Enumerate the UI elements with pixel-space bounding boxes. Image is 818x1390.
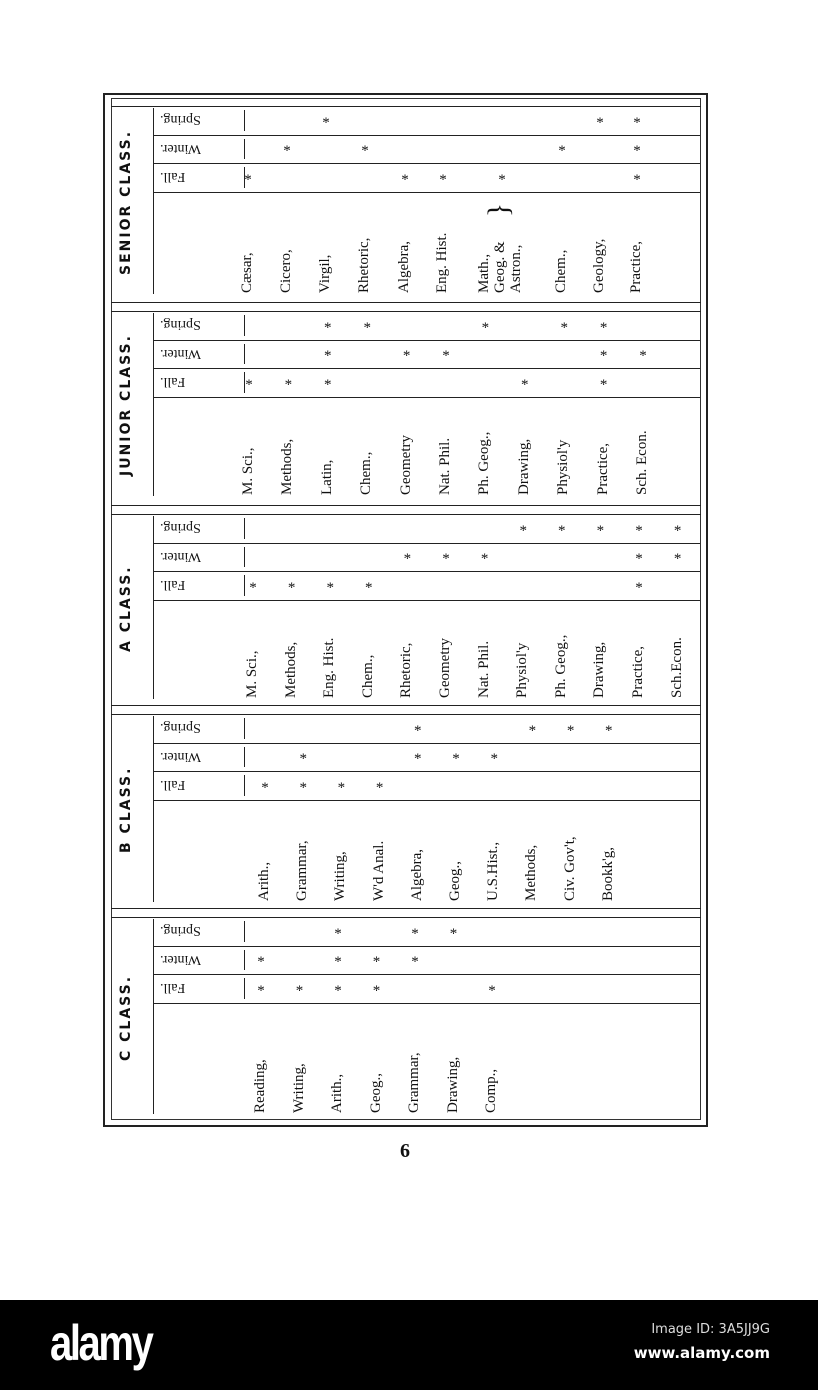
term-mark-spring: * xyxy=(414,722,422,739)
term-mark-winter: * xyxy=(599,348,608,364)
term-mark-spring: * xyxy=(449,925,458,942)
subject-name: Latin, xyxy=(318,459,335,495)
subject-name: Methods, xyxy=(279,438,296,495)
subject-name: Sch. Econ. xyxy=(634,430,650,495)
subject-name: Ph. Geog., xyxy=(552,634,569,698)
term-label-bar xyxy=(244,344,245,364)
term-row-line xyxy=(153,163,700,164)
term-row-line xyxy=(153,543,700,544)
term-label-fall: Fall. xyxy=(160,777,186,792)
term-mark-spring: * xyxy=(322,114,330,131)
subject-name: Grammar, xyxy=(406,1052,422,1113)
subject-name: Drawing, xyxy=(444,1056,461,1113)
band-top-line xyxy=(111,311,701,312)
term-label-winter: Winter. xyxy=(160,952,202,967)
term-mark-fall: * xyxy=(372,982,381,999)
term-mark-winter: * xyxy=(639,348,647,364)
subject-name: Writing, xyxy=(332,851,349,901)
class-title: JUNIOR CLASS. xyxy=(118,334,134,477)
subject-name: Nat. Phil. xyxy=(475,640,492,698)
term-row-line xyxy=(153,974,700,975)
term-mark-spring: * xyxy=(558,522,566,539)
term-mark-spring: * xyxy=(363,319,371,336)
term-row-line xyxy=(153,800,700,801)
term-mark-spring: * xyxy=(324,319,332,336)
term-mark-winter: * xyxy=(442,551,450,567)
term-mark-fall: * xyxy=(521,376,529,393)
term-mark-winter: * xyxy=(635,551,643,567)
term-mark-spring: * xyxy=(605,722,613,739)
term-mark-fall: * xyxy=(365,579,373,596)
title-separator xyxy=(153,716,154,902)
band-top-line xyxy=(111,714,701,715)
subject-name: Algebra, xyxy=(408,848,425,901)
site-url: www.alamy.com xyxy=(633,1344,770,1362)
term-label-winter: Winter. xyxy=(160,346,202,361)
term-label-bar xyxy=(244,775,245,796)
term-label-spring: Spring. xyxy=(160,720,201,735)
alamy-logo: alamy xyxy=(50,1315,152,1371)
term-label-fall: Fall. xyxy=(160,374,186,389)
term-mark-fall: * xyxy=(326,579,334,596)
class-title: C CLASS. xyxy=(118,974,134,1061)
subject-name: Writing, xyxy=(290,1063,307,1113)
subject-name: Practice, xyxy=(594,442,611,495)
term-row-line xyxy=(153,1003,700,1004)
term-mark-winter: * xyxy=(633,143,641,159)
term-mark-spring: * xyxy=(635,522,643,539)
subject-name: Ph. Geog., xyxy=(476,431,493,495)
term-mark-fall: * xyxy=(439,171,447,188)
class-title: A CLASS. xyxy=(118,565,134,652)
subject-name: Bookk'g, xyxy=(599,847,616,901)
term-mark-spring: * xyxy=(673,522,682,539)
band-divider xyxy=(111,705,701,706)
term-mark-winter: * xyxy=(299,751,307,767)
term-mark-winter: * xyxy=(372,954,381,970)
band-divider xyxy=(111,505,701,506)
term-mark-winter: * xyxy=(414,751,422,767)
subject-name: Geometry xyxy=(397,435,414,495)
term-label-bar xyxy=(244,747,245,767)
term-mark-fall: * xyxy=(334,982,342,999)
subject-name: Physiol'y xyxy=(555,439,572,495)
term-mark-winter: * xyxy=(490,751,498,767)
title-separator xyxy=(153,516,154,699)
subject-name: Methods, xyxy=(523,844,540,901)
term-mark-winter: * xyxy=(257,954,265,970)
term-mark-fall: * xyxy=(324,376,332,393)
subject-name: Eng. Hist. xyxy=(434,232,450,293)
subject-name: Algebra, xyxy=(396,240,412,293)
term-label-spring: Spring. xyxy=(160,317,201,332)
term-row-line xyxy=(153,135,700,136)
subject-name: Practice, xyxy=(628,240,644,293)
term-mark-winter: * xyxy=(402,348,411,364)
term-mark-winter: * xyxy=(283,143,291,159)
subject-name: Reading, xyxy=(252,1059,268,1113)
term-label-spring: Spring. xyxy=(160,520,201,535)
term-mark-winter: * xyxy=(480,551,489,567)
subject-name: Practice, xyxy=(630,645,646,698)
subject-name: U.S.Hist., xyxy=(485,841,502,901)
term-label-winter: Winter. xyxy=(160,141,202,156)
term-label-fall: Fall. xyxy=(160,577,186,592)
term-mark-spring: * xyxy=(596,522,605,539)
subject-name: Cicero, xyxy=(278,249,294,293)
term-label-fall: Fall. xyxy=(160,169,186,184)
class-title: SENIOR CLASS. xyxy=(118,129,134,275)
subject-name: Comp., xyxy=(483,1068,499,1113)
subject-name: Chem., xyxy=(359,654,376,698)
term-label-spring: Spring. xyxy=(160,112,201,127)
term-mark-fall: * xyxy=(375,779,384,796)
subject-name: Rhetoric, xyxy=(398,642,415,698)
term-mark-winter: * xyxy=(324,348,332,364)
term-mark-spring: * xyxy=(481,319,490,336)
term-label-bar xyxy=(244,718,245,739)
subject-name: Arith., xyxy=(256,861,272,901)
term-row-line xyxy=(153,192,700,193)
band-divider xyxy=(111,908,701,909)
subject-name: Arith., xyxy=(329,1073,345,1113)
term-label-bar xyxy=(244,547,245,567)
term-label-winter: Winter. xyxy=(160,549,202,564)
term-mark-fall: * xyxy=(498,171,506,188)
term-mark-spring: * xyxy=(519,522,527,539)
term-mark-fall: * xyxy=(488,982,496,999)
term-mark-fall: * xyxy=(244,171,252,188)
term-label-fall: Fall. xyxy=(160,980,186,995)
term-mark-fall: * xyxy=(245,376,253,393)
subject-name: Geog., xyxy=(367,1073,384,1113)
subject-name: W'd Anal. xyxy=(370,840,387,901)
term-row-line xyxy=(153,571,700,572)
term-mark-fall: * xyxy=(249,579,257,596)
term-row-line xyxy=(153,397,700,398)
term-mark-fall: * xyxy=(284,376,293,393)
term-label-bar xyxy=(244,315,245,336)
term-mark-fall: * xyxy=(401,171,409,188)
page-number: 6 xyxy=(400,1140,410,1162)
term-row-line xyxy=(153,946,700,947)
subject-name: Nat. Phil. xyxy=(437,437,453,495)
term-mark-spring: * xyxy=(596,114,604,131)
subject-name-line: Math., xyxy=(476,253,492,293)
subject-name: Rhetoric, xyxy=(356,237,372,293)
term-row-line xyxy=(153,600,700,601)
term-label-bar xyxy=(244,950,245,970)
subject-name-line: Geog. & xyxy=(492,241,508,293)
band-top-line xyxy=(111,106,701,107)
term-mark-fall: * xyxy=(287,579,296,596)
term-mark-winter: * xyxy=(452,751,460,767)
term-mark-spring: * xyxy=(566,722,575,739)
subject-name: Civ. Gov't, xyxy=(561,836,578,901)
term-mark-winter: * xyxy=(411,954,419,970)
term-mark-winter: * xyxy=(334,954,342,970)
term-label-bar xyxy=(244,575,245,596)
term-label-bar xyxy=(244,978,245,999)
image-id: Image ID: 3A5JJ9G xyxy=(651,1322,770,1337)
term-label-bar xyxy=(244,518,245,539)
subject-name: Physiol'y xyxy=(514,642,531,698)
subject-name: Chem., xyxy=(553,249,569,293)
title-separator xyxy=(153,108,154,294)
term-mark-fall: * xyxy=(295,982,304,999)
term-row-line xyxy=(153,368,700,369)
term-mark-spring: * xyxy=(411,925,419,942)
term-mark-fall: * xyxy=(337,779,346,796)
band-divider xyxy=(111,302,701,303)
brace-icon: } xyxy=(482,202,516,218)
term-mark-winter: * xyxy=(361,143,369,159)
subject-name: Eng. Hist. xyxy=(321,637,338,698)
term-mark-fall: * xyxy=(635,579,643,596)
term-label-bar xyxy=(244,921,245,942)
term-mark-spring: * xyxy=(599,319,608,336)
term-label-bar xyxy=(244,139,245,159)
term-label-spring: Spring. xyxy=(160,923,201,938)
term-mark-spring: * xyxy=(633,114,641,131)
term-mark-winter: * xyxy=(403,551,412,567)
term-mark-spring: * xyxy=(528,722,537,739)
subject-name: Drawing, xyxy=(515,438,532,495)
subject-name: Geology, xyxy=(591,238,607,293)
subject-name: Virgil, xyxy=(317,254,333,293)
subject-name: Methods, xyxy=(282,641,299,698)
band-top-line xyxy=(111,917,701,918)
term-row-line xyxy=(153,743,700,744)
subject-name: M. Sci., xyxy=(244,650,260,698)
term-mark-spring: * xyxy=(560,319,568,336)
watermark-banner xyxy=(0,1300,818,1390)
subject-name: Geometry xyxy=(437,638,453,698)
term-row-line xyxy=(153,771,700,772)
subject-name: Cæsar, xyxy=(239,252,255,293)
term-mark-winter: * xyxy=(673,551,682,567)
subject-name: Sch.Econ. xyxy=(668,637,685,698)
term-mark-fall: * xyxy=(257,982,265,999)
term-label-winter: Winter. xyxy=(160,749,202,764)
title-separator xyxy=(153,919,154,1114)
class-title: B CLASS. xyxy=(118,766,134,854)
term-mark-winter: * xyxy=(442,348,450,364)
term-label-bar xyxy=(244,110,245,131)
subject-name: Chem., xyxy=(358,451,375,495)
subject-name: Geog., xyxy=(447,861,463,901)
title-separator xyxy=(153,313,154,496)
term-mark-winter: * xyxy=(558,143,566,159)
term-mark-fall: * xyxy=(261,779,269,796)
subject-name: Grammar, xyxy=(294,840,311,901)
subject-name: M. Sci., xyxy=(240,447,256,495)
term-mark-spring: * xyxy=(334,925,342,942)
term-mark-fall: * xyxy=(633,171,641,188)
band-top-line xyxy=(111,514,701,515)
subject-name: Drawing, xyxy=(591,641,608,698)
term-mark-fall: * xyxy=(299,779,307,796)
term-row-line xyxy=(153,340,700,341)
term-mark-fall: * xyxy=(599,376,608,393)
subject-name-line: Astron., xyxy=(508,244,524,293)
